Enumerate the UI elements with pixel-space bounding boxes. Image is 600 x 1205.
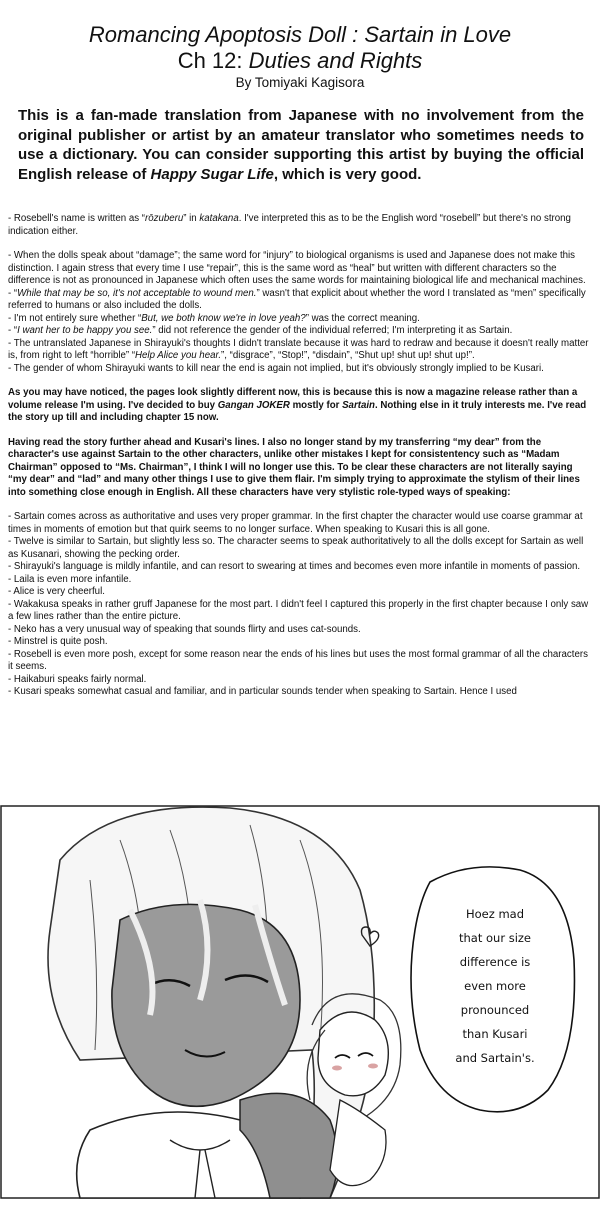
character-sartain: - Sartain comes across as authoritative and uses very proper grammar. In the first chapter the character would use coarse grammar at times in moments of emotion but that quirk seems to no longer surface. When speaking to Kusari this is all gone. (8, 511, 583, 535)
character-neko: - Neko has a very unusual way of speaking that sounds flirty and uses cat-sounds. (8, 623, 361, 635)
note-kill: - The gender of whom Shirayuki wants to kill near the end is again not implied, but it's obviously strongly implied to be Kusari. (8, 362, 544, 374)
book-title: Happy Sugar Life (150, 165, 274, 183)
speech-line: that our size (458, 931, 532, 945)
speech-line: than Kusari (462, 1027, 528, 1041)
blush-left (332, 1066, 342, 1071)
small-character-head (318, 1012, 388, 1096)
translation-disclaimer (18, 106, 584, 184)
note-wound-men: - “While that may be so, it's not acceptable to wound men.” wasn't that explicit about whether the word I translated as “men” specifically referred to humans or also included the dolls. (8, 287, 586, 311)
author-byline: By Tomiyaki Kagisora (235, 75, 365, 90)
translator-notes (8, 213, 592, 699)
note-happy: - “I want her to be happy you see.” did not reference the gender of the individual referred; I'm interpreting it as Sartain. (8, 325, 513, 336)
manga-panel (0, 800, 600, 1200)
character-minstrel: - Minstrel is quite posh. (8, 636, 108, 647)
page-header (0, 22, 600, 91)
disclaimer-text: This is a fan-made translation from Japanese with no involvement from the original publisher or artist by an amateur translator who sometimes needs to use a dictionary. You can consider supporting this artist by buying the official English release of (18, 107, 584, 183)
speech-line: Hoez mad (466, 907, 524, 921)
note-speech-styles: Having read the story further ahead and Kusari's lines. I also no longer stand by my transferring “my dear” from the character's use against Sartain to the other characters, unlike other mistakes I kept for consistentency such as “Madam Chairman” opposed to “Ms. Chairman”, I think I will no longer use this. To be clear these characters are not literally saying “my dear” and “lad” and many other things I use to give them flair. I'm simply trying to approximate the stylism of their lines into something close enough in English. All these characters have very stylistic role-typed ways of speaking: (8, 436, 580, 498)
disclaimer-text-end: , which is very good. (273, 165, 422, 183)
character-rosebell: - Rosebell is even more posh, except for some reason near the ends of his lines but uses the most formal grammar of all the characters it seems. (8, 648, 588, 672)
character-shirayuki: - Shirayuki's language is mildly infantile, and can resort to swearing at times and becomes even more infantile in moments of passion. (8, 561, 581, 572)
speech-line: pronounced (460, 1003, 530, 1017)
chapter-title: Duties and Rights (248, 48, 423, 73)
note-untranslated: - The untranslated Japanese in Shirayuki's thoughts I didn't translate because it was hard to redraw and because it doesn't really matter is, from right to left “horrible” “Help Alice you hear.”, “disgrace”, “Stop!”, “disdain”, “Shut up! shut up! shut up!”. (8, 337, 589, 361)
chapter-heading (0, 48, 600, 74)
speech-line: even more (464, 979, 526, 993)
chapter-prefix: Ch 12: (177, 48, 243, 73)
blush-right (368, 1064, 378, 1069)
character-haikaburi: - Haikaburi speaks fairly normal. (8, 673, 147, 685)
note-in-love: - I'm not entirely sure whether “But, we both know we're in love yeah?” was the correct meaning. (8, 312, 420, 324)
character-laila: - Laila is even more infantile. (8, 573, 132, 585)
character-alice: - Alice is very cheerful. (8, 586, 105, 597)
note-magazine: As you may have noticed, the pages look slightly different now, this is because this is now a magazine release rather than a volume release I'm using. I've decided to buy Gangan JOKER mostly for Sartain. Nothing else in it truly interests me. I've read the story up till and including chapter 15 now. (8, 387, 587, 423)
note-damage: - When the dolls speak about “damage”; the same word for “injury” to biological organisms is used and Japanese does not make this distinction. I again stress that every time I use “repair”, this is the same word as “heal” but written with different characters so the difference is not as pronounced in Japanese which often uses the same words for maintaining biological life and mechanical machines. (8, 250, 586, 286)
character-twelve: - Twelve is similar to Sartain, but slightly less so. The character seems to speak authoritatively to all the dolls except for Sartain as well as Kusanari, showing the pecking order. (8, 536, 584, 560)
speech-line: and Sartain's. (455, 1051, 535, 1065)
manga-title: Romancing Apoptosis Doll : Sartain in Love (88, 22, 512, 47)
character-wakakusa: - Wakakusa speaks in rather gruff Japanese for the most part. I didn't feel I captured this properly in the first chapter because I only saw a few lines rather than the entire picture. (8, 598, 589, 622)
manga-illustration (0, 800, 600, 1200)
note-rosebell: - Rosebell's name is written as “rōzuberu” in katakana. I've interpreted this as to be the English word “rosebell” but there's no strong indication either. (8, 213, 571, 237)
speech-line: difference is (459, 955, 531, 969)
character-kusari: - Kusari speaks somewhat casual and familiar, and in particular sounds tender when speaking to Sartain. Hence I used (8, 686, 517, 697)
